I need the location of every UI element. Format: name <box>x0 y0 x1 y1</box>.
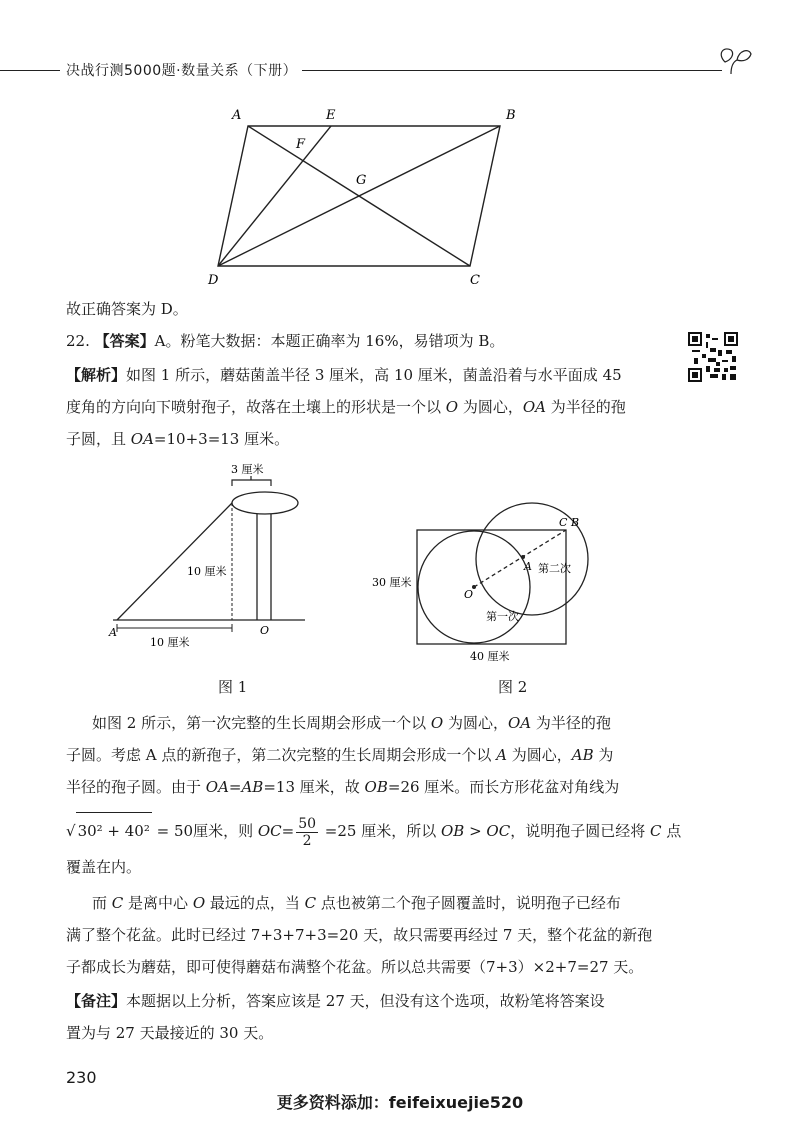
var-OA: OA <box>130 430 154 448</box>
note-line-2: 置为与 27 天最接近的 30 天。 <box>66 1024 274 1042</box>
var-AB: AB <box>571 746 594 764</box>
text: 子圆。考虑 A 点的新孢子，第二次完整的生长周期会形成一个以 <box>66 746 497 764</box>
var-OC: OC <box>257 822 282 840</box>
flower-pot-rect <box>417 530 566 644</box>
text: 点也被第二个孢子圆覆盖时，说明孢子已经布 <box>316 894 621 912</box>
fig1-base-label: 10 厘米 <box>150 636 190 649</box>
q22-analysis-tag: 【解析】 <box>66 366 127 384</box>
page-number: 230 <box>66 1068 97 1087</box>
text: 为圆心， <box>443 714 508 732</box>
para3-line-2: 满了整个花盆。此时已经过 7+3+7+3=20 天，故只需要再经过 7 天，整个花盆的新孢 <box>66 926 653 944</box>
para3-line-3: 子都成长为蘑菇，即可使得蘑菇布满整个花盆。所以总共需要（7+3）×2+7=27 天。 <box>66 958 644 976</box>
var-OA: OA <box>507 714 532 732</box>
fraction-50-over-2 <box>296 816 318 849</box>
para2-line-5: 覆盖在内。 <box>66 858 142 876</box>
q22-analysis-line-1 <box>66 360 622 390</box>
label-F: F <box>296 137 306 152</box>
text: 为半径的孢 <box>546 398 626 416</box>
figure-2-caption: 图 2 <box>498 678 528 696</box>
answer-21: 故正确答案为 D。 <box>66 300 188 318</box>
text: 是离中心 <box>123 894 193 912</box>
var-C: C <box>649 822 662 840</box>
fig2-second-label: 第二次 <box>538 562 571 575</box>
figure-1-caption: 图 1 <box>218 678 248 696</box>
text: =25 厘米，所以 <box>320 822 441 840</box>
var-O: O <box>445 398 459 416</box>
var-OB: OB <box>364 778 388 796</box>
text: 如图 2 所示，第一次完整的生长周期会形成一个以 <box>92 714 431 732</box>
text: 为圆心， <box>458 398 523 416</box>
header-rule-left <box>0 70 60 71</box>
label-A: A <box>232 108 242 123</box>
fig2-side-label: 30 厘米 <box>372 576 412 589</box>
parallelogram-figure <box>200 100 540 290</box>
var-OB-gt-OC: OB > OC <box>441 822 511 840</box>
para3-line-1 <box>92 888 621 918</box>
sqrt-symbol: √ <box>66 822 76 840</box>
q22-number: 22. <box>66 332 90 350</box>
fig2-first-label: 第一次 <box>486 610 519 623</box>
fig2-bottom-label: 40 厘米 <box>470 650 510 663</box>
text: 子圆，且 <box>66 430 131 448</box>
q22-analysis-text-1: 如图 1 所示，蘑菇菌盖半径 3 厘米，高 10 厘米，菌盖沿着与水平面成 45 <box>126 366 622 384</box>
note-text-1: 本题据以上分析，答案应该是 27 天，但没有这个选项，故粉笔将答案设 <box>126 992 605 1010</box>
q22-answer-line <box>66 326 504 356</box>
var-OA-eq-AB: OA=AB <box>205 778 264 796</box>
text: 最远的点，当 <box>205 894 305 912</box>
q22-analysis-line-3 <box>66 424 289 454</box>
fig1-point-O: O <box>260 624 270 637</box>
text: 点 <box>661 822 682 840</box>
label-B: B <box>506 108 516 123</box>
fraction-numerator: 50 <box>298 815 317 832</box>
label-C: C <box>470 273 480 288</box>
fraction-denominator: 2 <box>302 832 312 849</box>
var-O: O <box>430 714 444 732</box>
fig2-point-O: O <box>464 588 474 601</box>
text: 为圆心， <box>506 746 572 764</box>
label-E: E <box>326 108 336 123</box>
diagonal-DB <box>218 126 500 266</box>
footer-contact: 更多资料添加：feifeixuejie520 <box>276 1093 524 1112</box>
qr-code-icon[interactable] <box>688 332 738 382</box>
note-tag: 【备注】 <box>66 992 127 1010</box>
text: 而 <box>92 894 112 912</box>
fig2-point-B: B <box>571 516 580 529</box>
leaf-icon <box>715 44 755 76</box>
var-OA: OA <box>522 398 547 416</box>
text: 度角的方向向下喷射孢子，故落在土壤上的形状是一个以 <box>66 398 446 416</box>
figure-2-circles <box>360 490 610 670</box>
para2-line-3 <box>66 772 619 802</box>
sqrt-expression: 30² + 40² <box>76 812 152 849</box>
figure-1-mushroom <box>95 460 345 670</box>
text: =10+3=13 厘米。 <box>153 430 290 448</box>
text: 为半径的孢 <box>531 714 611 732</box>
mushroom-cap <box>232 492 298 514</box>
fig1-height-label: 10 厘米 <box>187 565 227 578</box>
segment-DE <box>218 126 331 266</box>
text: =26 厘米。而长方形花盆对角线为 <box>387 778 620 796</box>
text: =13 厘米，故 <box>263 778 365 796</box>
segment-OB <box>474 530 566 587</box>
var-O: O <box>192 894 206 912</box>
text: = 50厘米，则 <box>151 822 258 840</box>
para2-line-2 <box>66 740 613 770</box>
label-D: D <box>208 273 219 288</box>
fig2-point-C: C <box>559 516 568 529</box>
q22-analysis-line-2 <box>66 392 626 422</box>
para2-line-1 <box>92 708 611 738</box>
text: ，说明孢子圆已经将 <box>510 822 650 840</box>
fig1-point-A: A <box>109 626 117 639</box>
fig1-top-label: 3 厘米 <box>231 463 264 476</box>
header-title: 决战行测5000题·数量关系（下册） <box>66 63 298 79</box>
q22-answer-tag: 【答案】 <box>94 332 155 350</box>
q22-answer-text: A。粉笔大数据：本题正确率为 16%，易错项为 B。 <box>154 332 505 350</box>
text: 为 <box>593 746 614 764</box>
fig2-point-A: A <box>524 560 532 573</box>
note-line-1 <box>66 986 605 1016</box>
text: 半径的孢子圆。由于 <box>66 778 206 796</box>
var-C: C <box>304 894 317 912</box>
var-A: A <box>496 746 507 764</box>
label-G: G <box>356 173 367 188</box>
text: = <box>281 822 295 840</box>
para2-line-4 <box>66 812 681 849</box>
var-C: C <box>111 894 124 912</box>
header-rule-right <box>302 70 722 71</box>
